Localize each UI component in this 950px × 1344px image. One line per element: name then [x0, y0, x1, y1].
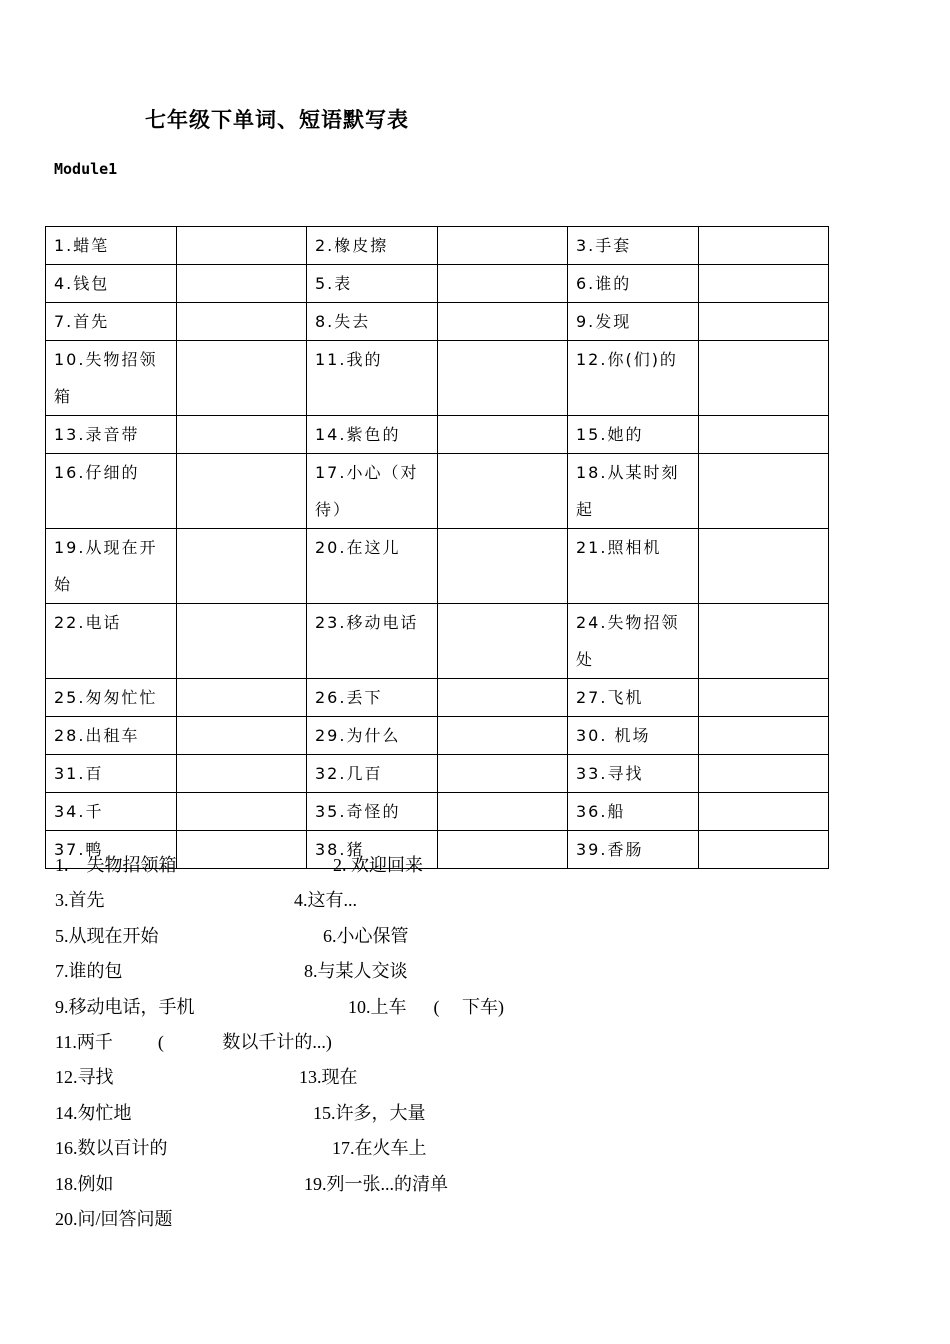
vocab-term: 34.千: [46, 793, 177, 831]
answer-blank[interactable]: [699, 227, 829, 265]
vocab-term: 28.出租车: [46, 717, 177, 755]
answer-blank[interactable]: [177, 529, 307, 604]
phrase-right: 6.小心保管: [323, 925, 409, 946]
vocab-term: 24.失物招领处: [568, 604, 699, 679]
answer-blank[interactable]: [438, 454, 568, 529]
answer-blank[interactable]: [699, 265, 829, 303]
answer-blank[interactable]: [438, 416, 568, 454]
vocab-term: 33.寻找: [568, 755, 699, 793]
answer-blank[interactable]: [699, 755, 829, 793]
phrase-left: 20.问/回答问题: [55, 1208, 173, 1229]
answer-blank[interactable]: [438, 755, 568, 793]
answer-blank[interactable]: [438, 717, 568, 755]
answer-blank[interactable]: [438, 529, 568, 604]
vocab-term: 23.移动电话: [307, 604, 438, 679]
phrase-left: 9.移动电话，手机: [55, 996, 195, 1017]
vocab-term: 31.百: [46, 755, 177, 793]
vocab-term: 26.丢下: [307, 679, 438, 717]
phrase-right: 15.许多，大量: [313, 1102, 426, 1123]
answer-blank[interactable]: [699, 793, 829, 831]
vocab-term: 8.失去: [307, 303, 438, 341]
answer-blank[interactable]: [177, 227, 307, 265]
vocab-term: 29.为什么: [307, 717, 438, 755]
phrase-right: 2. 欢迎回来: [333, 855, 423, 875]
answer-blank[interactable]: [699, 679, 829, 717]
answer-blank[interactable]: [699, 604, 829, 679]
vocab-term: 16.仔细的: [46, 454, 177, 529]
vocab-table: [45, 226, 829, 869]
phrase-right: 19.列一张...的清单: [304, 1173, 448, 1194]
answer-blank[interactable]: [177, 265, 307, 303]
vocab-row: [46, 303, 829, 341]
vocab-row: [46, 454, 829, 529]
vocab-term: 32.几百: [307, 755, 438, 793]
phrase-left: 1. 失物招领箱: [55, 855, 177, 875]
phrase-right: 13.现在: [299, 1067, 358, 1088]
vocab-row: [46, 755, 829, 793]
phrase-right: 17.在火车上: [332, 1138, 427, 1159]
vocab-term: 22.电话: [46, 604, 177, 679]
vocab-term: 36.船: [568, 793, 699, 831]
answer-blank[interactable]: [438, 831, 568, 869]
answer-blank[interactable]: [699, 831, 829, 869]
vocab-term: 5.表: [307, 265, 438, 303]
vocab-term: 20.在这儿: [307, 529, 438, 604]
answer-blank[interactable]: [177, 604, 307, 679]
answer-blank[interactable]: [438, 793, 568, 831]
phrase-left: 14.匆忙地: [55, 1102, 132, 1123]
vocab-row: [46, 529, 829, 604]
vocab-term: 14.紫色的: [307, 416, 438, 454]
vocab-term: 18.从某时刻起: [568, 454, 699, 529]
vocab-term: 4.钱包: [46, 265, 177, 303]
answer-blank[interactable]: [699, 454, 829, 529]
answer-blank[interactable]: [438, 604, 568, 679]
vocab-row: [46, 717, 829, 755]
phrase-right: 4.这有...: [294, 890, 357, 911]
answer-blank[interactable]: [438, 679, 568, 717]
vocab-term: 11.我的: [307, 341, 438, 416]
vocab-term: 27.飞机: [568, 679, 699, 717]
vocab-term: 1.蜡笔: [46, 227, 177, 265]
phrase-left: 12.寻找: [55, 1067, 114, 1088]
phrase-left: 18.例如: [55, 1173, 114, 1194]
phrase-right: 8.与某人交谈: [304, 961, 408, 982]
vocab-row: [46, 679, 829, 717]
vocab-row: [46, 227, 829, 265]
vocab-term: 19.从现在开始: [46, 529, 177, 604]
answer-blank[interactable]: [699, 416, 829, 454]
answer-blank[interactable]: [177, 831, 307, 869]
phrase-left: 3.首先: [55, 890, 105, 911]
answer-blank[interactable]: [438, 341, 568, 416]
answer-blank[interactable]: [177, 303, 307, 341]
answer-blank[interactable]: [438, 227, 568, 265]
vocab-term: 38.猪: [307, 831, 438, 869]
vocab-term: 2.橡皮擦: [307, 227, 438, 265]
phrase-left: 11.两千 ( 数以千计的...): [55, 1031, 332, 1052]
answer-blank[interactable]: [177, 679, 307, 717]
vocab-term: 21.照相机: [568, 529, 699, 604]
vocab-row: [46, 341, 829, 416]
answer-blank[interactable]: [699, 717, 829, 755]
answer-blank[interactable]: [177, 755, 307, 793]
vocab-term: 6.谁的: [568, 265, 699, 303]
answer-blank[interactable]: [177, 341, 307, 416]
vocab-term: 25.匆匆忙忙: [46, 679, 177, 717]
answer-blank[interactable]: [699, 303, 829, 341]
phrase-left: 5.从现在开始: [55, 925, 159, 946]
vocab-term: 39.香肠: [568, 831, 699, 869]
vocab-term: 7.首先: [46, 303, 177, 341]
vocab-row: [46, 793, 829, 831]
vocab-row: [46, 604, 829, 679]
module-label: Module1: [54, 160, 118, 178]
answer-blank[interactable]: [177, 717, 307, 755]
vocab-term: 17.小心（对待）: [307, 454, 438, 529]
answer-blank[interactable]: [177, 416, 307, 454]
vocab-term: 13.录音带: [46, 416, 177, 454]
vocab-term: 9.发现: [568, 303, 699, 341]
answer-blank[interactable]: [699, 341, 829, 416]
answer-blank[interactable]: [438, 303, 568, 341]
vocab-term: 35.奇怪的: [307, 793, 438, 831]
vocab-term: 30. 机场: [568, 717, 699, 755]
vocab-term: 3.手套: [568, 227, 699, 265]
vocab-row: [46, 416, 829, 454]
vocab-term: 12.你(们)的: [568, 341, 699, 416]
answer-blank[interactable]: [177, 454, 307, 529]
phrase-right: 10.上车 ( 下车): [348, 996, 504, 1017]
answer-blank[interactable]: [438, 265, 568, 303]
answer-blank[interactable]: [177, 793, 307, 831]
answer-blank[interactable]: [699, 529, 829, 604]
phrase-left: 16.数以百计的: [55, 1138, 168, 1159]
vocab-term: 10.失物招领箱: [46, 341, 177, 416]
vocab-term: 15.她的: [568, 416, 699, 454]
vocab-row: [46, 265, 829, 303]
page-title: 七年级下单词、短语默写表: [145, 108, 409, 132]
vocab-term: 37.鸭: [46, 831, 177, 869]
phrase-left: 7.谁的包: [55, 961, 123, 982]
